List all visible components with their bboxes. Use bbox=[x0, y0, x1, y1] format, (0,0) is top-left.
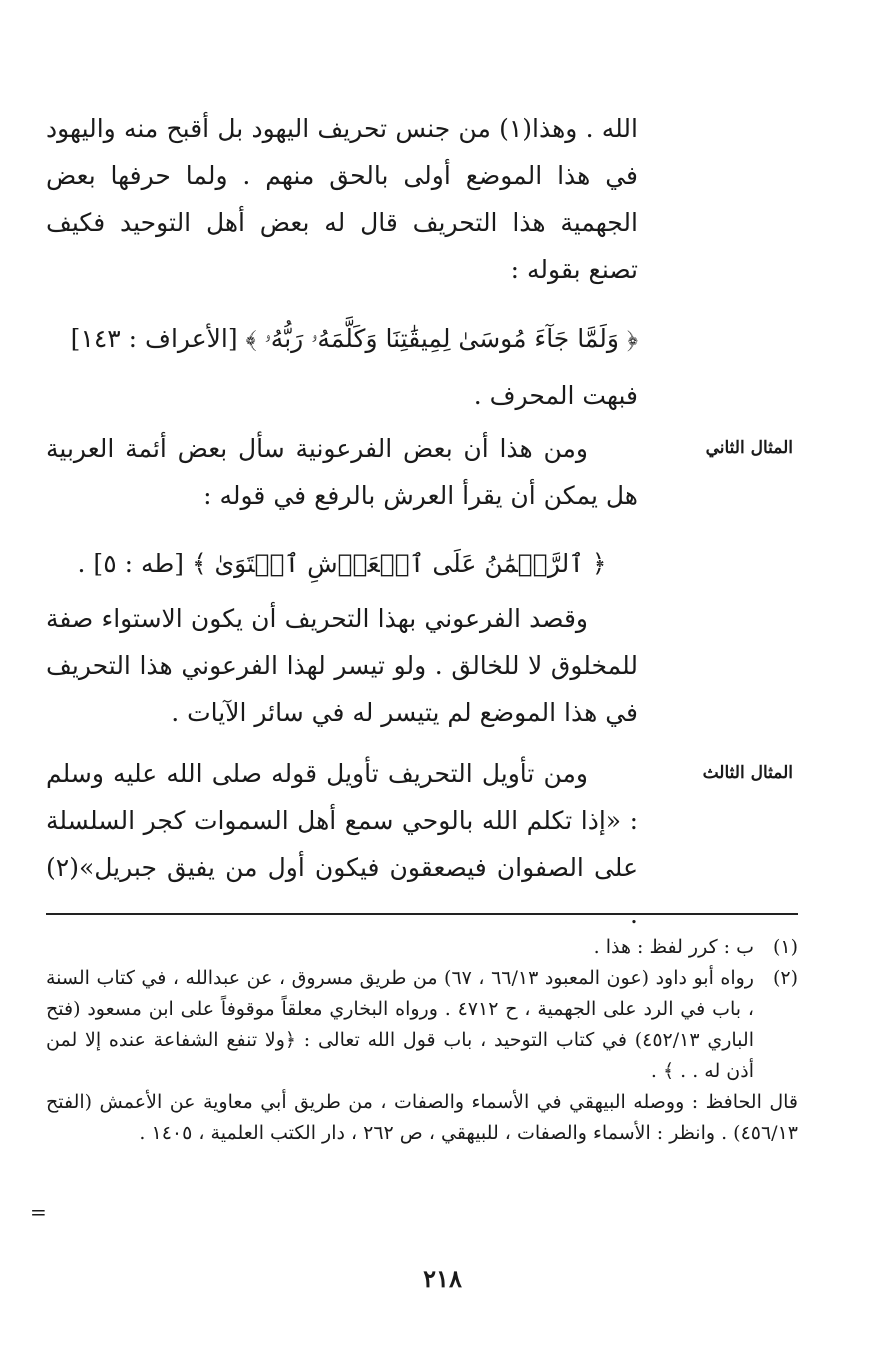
paragraph-1: الله . وهذا(١) من جنس تحريف اليهود بل أقبح منه واليهود في هذا الموضع أولى بالحق منهم . ولما حرفها بعض الجهمية هذا التحريف قال له بعض أهل التوحيد فكيف تصنع بقوله : bbox=[46, 114, 638, 284]
footnote-2-continuation: قال الحافظ : ووصله البيهقي في الأسماء والصفات ، من طريق أبي معاوية عن الأعمش (الفتح ٤٥٦/١٣) . وانظر : الأسماء والصفات ، للبيهقي ، ص ٢٦٢ ، دار الكتب العلمية ، ١٤٠٥ . bbox=[46, 1091, 798, 1144]
footnotes bbox=[46, 932, 798, 1149]
footnote-2 bbox=[46, 963, 798, 1087]
paragraph-1-end: فبهت المحرف . bbox=[473, 381, 638, 410]
footnote-2-number: (٢) bbox=[772, 967, 798, 989]
paragraph-4: ومن تأويل التحريف تأويل قوله صلى الله عليه وسلم : «إذا تكلم الله بالوحي سمع أهل السموات كجر السلسلة على الصفوان فيصعقون فيكون أول من يفيق جبريل»(٢) . bbox=[46, 759, 638, 929]
footnote-separator bbox=[46, 913, 798, 915]
verse-1-block bbox=[46, 315, 638, 362]
verse-2-block bbox=[46, 540, 638, 587]
paragraph-3: وقصد الفرعوني بهذا التحريف أن يكون الاستواء صفة للمخلوق لا للخالق . ولو تيسر لهذا الفرعوني هذا التحريف في هذا الموضع لم يتيسر له في سائر الآيات . bbox=[46, 604, 638, 727]
footnote-1-number: (١) bbox=[772, 936, 798, 958]
quran-verse-1: ﴿ وَلَمَّا جَآءَ مُوسَىٰ لِمِيقَٰتِنَا وَكَلَّمَهُۥ رَبُّهُۥ ﴾ [الأعراف : ١٤٣] bbox=[70, 324, 638, 353]
paragraph-2: ومن هذا أن بعض الفرعونية سأل بعض أئمة العربية هل يمكن أن يقرأ العرش بالرفع في قوله : bbox=[46, 434, 638, 510]
page-number: ٢١٨ bbox=[423, 1264, 462, 1293]
footnote-2-text: رواه أبو داود (عون المعبود ٦٦/١٣ ، ٦٧) من طريق مسروق ، عن عبدالله ، في كتاب السنة ، باب في الرد على الجهمية ، ح ٤٧١٢ . ورواه البخاري معلقاً موقوفاً على ابن مسعود (فتح الباري ٤٥٢/١٣) في كتاب التوحيد ، باب قول الله تعالى : ﴿ولا تنفع الشفاعة عنده إلا لمن أذن له . . ﴾ . bbox=[46, 967, 754, 1082]
main-text-block-3 bbox=[46, 425, 638, 519]
main-text-block-1 bbox=[46, 105, 638, 293]
example-3-label: المثال الثالث bbox=[702, 763, 793, 783]
quran-verse-2: ﴿ ٱلرَّحۡمَٰنُ عَلَى ٱلۡعَرۡشِ ٱسۡتَوَىٰ ﴾ [طه : ٥] . bbox=[77, 549, 607, 578]
margin-mark: = bbox=[30, 1200, 47, 1224]
footnote-1-text: ب : كرر لفظ : هذا . bbox=[593, 936, 754, 958]
main-text-block-5 bbox=[46, 750, 638, 938]
main-text-block-2 bbox=[46, 372, 638, 419]
main-text-block-4 bbox=[46, 595, 638, 736]
footnote-1 bbox=[46, 932, 798, 963]
example-2-label: المثال الثاني bbox=[705, 438, 793, 458]
